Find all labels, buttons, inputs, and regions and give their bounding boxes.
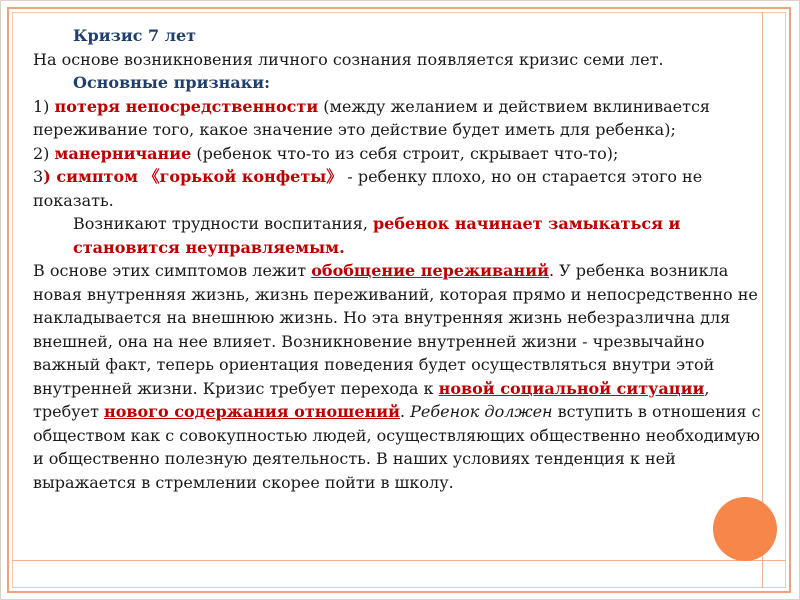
body-text: . У ребенка возникла новая внутренняя жизнь, жизнь переживаний, которая прямо и непосредственно не накладывается на внешнюю жизнь. Но эта внутренняя жизнь небезразлична для внешней, она на нее влияет. Возникновение внутренней жизни - чрезвычайно важный факт, теперь ориентация поведения будет осуществляться внутри этой внутренней жизни. Кризис требует перехода к	[33, 261, 758, 398]
sign-description: - ребенку плохо, но он старается этого не показать.	[33, 167, 703, 210]
slide-content	[33, 24, 763, 494]
difficulties-paragraph	[33, 212, 763, 259]
sign-number: 3	[33, 167, 44, 186]
sign-term: ) симптом 《горькой конфеты》	[43, 167, 343, 186]
body-highlight-social-situation: новой социальной ситуации	[438, 378, 705, 398]
sign-number: 2)	[33, 143, 55, 163]
body-italic: Ребенок должен	[410, 402, 553, 421]
body-text: .	[399, 402, 411, 421]
decorative-circle	[713, 497, 777, 561]
body-highlight-relations: нового содержания отношений	[104, 402, 400, 421]
body-highlight-experiences: обобщение переживаний	[311, 261, 549, 280]
body-text: вступить в отношения с обществом как с совокупностью людей, осуществляющих общественно необходимую и общественно полезную деятельность. В наших условиях тенденция к ней выражается в стремлении скорее пойти в школу.	[33, 402, 761, 492]
body-text: , требует	[33, 378, 710, 421]
difficulties-highlight: ребенок начинает замыкаться и становится неуправляемым.	[73, 214, 681, 257]
sign-description: (между желанием и действием вклинивается переживание того, какое значение это действие будет иметь для ребенка);	[33, 96, 711, 139]
body-paragraph	[33, 259, 763, 494]
signs-heading: Основные признаки:	[73, 73, 271, 92]
difficulties-text: Возникают трудности воспитания,	[73, 214, 373, 233]
sign-number: 1)	[33, 96, 55, 116]
sign-term: потеря непосредственности	[54, 96, 319, 116]
sign-item-2	[33, 142, 763, 166]
sign-term: манерничание	[54, 143, 192, 163]
sign-item-3	[33, 165, 763, 212]
slide-title: Кризис 7 лет	[73, 26, 197, 45]
sign-item-1	[33, 95, 763, 142]
sign-description: (ребенок что-то из себя строит, скрывает что-то);	[191, 143, 619, 163]
slide-edge-horizontal	[12, 560, 786, 561]
intro-paragraph: На основе возникновения личного сознания появляется кризис семи лет.	[33, 49, 664, 69]
body-text: В основе этих симптомов лежит	[33, 261, 312, 280]
